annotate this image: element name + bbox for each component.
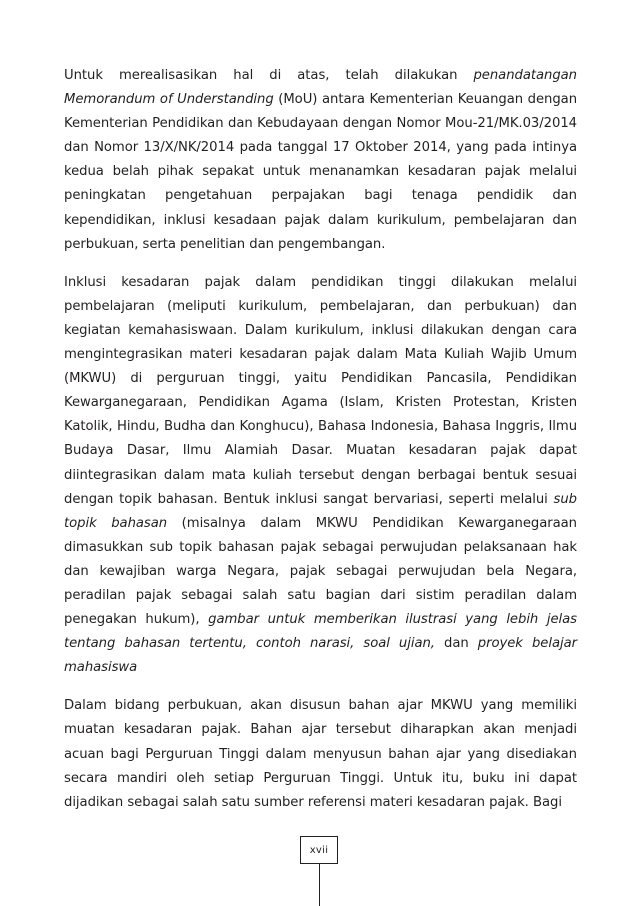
- page-number: [300, 836, 338, 864]
- text-run-italic: sub topik bahasan: [64, 491, 577, 531]
- text-run: (MoU) antara Kementerian Keuangan dengan Kementerian Pendidikan dan Kebudayaan dengan Nomor Mou-21/MK.03/2014 dan Nomor 13/X/NK/2014 pada tanggal 17 Oktober 2014, yang pada intinya kedua belah pihak sepakat untuk menanamkan kesadaran pajak melalui peningkatan pengetahuan perpajakan bagi tenaga pendidik dan kependidikan, inklusi kesadaan pajak dalam kurikulum, pembelajaran dan perbukuan, serta penelitian dan pengembangan.: [64, 92, 577, 252]
- text-run: Untuk merealisasikan hal di atas, telah dilakukan: [64, 68, 474, 83]
- text-run-italic: penandatangan Memorandum of Understanding: [64, 68, 577, 108]
- footer-divider: [319, 864, 320, 906]
- text-run: Dalam bidang perbukuan, akan disusun bahan ajar MKWU yang memiliki muatan kesadaran pajak. Bahan ajar tersebut diharapkan akan menjadi acuan bagi Perguruan Tinggi dalam menyusun bahan ajar yang disediakan secara mandiri oleh setiap Perguruan Tinggi. Untuk itu, buku ini dapat dijadikan sebagai salah satu sumber referensi materi kesadaran pajak. Bagi: [64, 698, 577, 810]
- text-run: (misalnya dalam MKWU Pendidikan Kewarganegaraan dimasukkan sub topik bahasan pajak sebagai perwujudan pelaksanaan hak dan kewajiban warga Negara, pajak sebagai perwujudan bela Negara, peradilan pajak sebagai salah satu bagian dari sistim peradilan dalam penegakan hukum),: [64, 515, 577, 628]
- text-run-italic: gambar untuk memberikan ilustrasi yang lebih jelas tentang bahasan tertentu, contoh narasi, soal ujian,: [64, 612, 577, 652]
- paragraph-perbukuan: [64, 694, 577, 814]
- paragraph-mou: [64, 64, 577, 257]
- text-run-italic: proyek belajar mahasiswa: [64, 636, 577, 676]
- body-text: [64, 64, 577, 829]
- page-number-label: xvii: [309, 845, 329, 856]
- paragraph-inklusi: [64, 271, 577, 681]
- text-run: Inklusi kesadaran pajak dalam pendidikan tinggi dilakukan melalui pembelajaran (meliputi kurikulum, pembelajaran, dan perbukuan) dan kegiatan kemahasiswaan. Dalam kurikulum, inklusi dilakukan dengan cara mengintegrasikan materi kesadaran pajak dalam Mata Kuliah Wajib Umum (MKWU) di perguruan tinggi, yaitu Pendidikan Pancasila, Pendidikan Kewarganegaraan, Pendidikan Agama (Islam, Kristen Protestan, Kristen Katolik, Hindu, Budha dan Konghucu), Bahasa Indonesia, Bahasa Inggris, Ilmu Budaya Dasar, Ilmu Alamiah Dasar. Muatan kesadaran pajak dapat diintegrasikan dalam mata kuliah tersebut dengan berbagai bentuk sesuai dengan topik bahasan. Bentuk inklusi sangat bervariasi, seperti melalui: [64, 274, 577, 507]
- text-run: dan: [434, 636, 478, 652]
